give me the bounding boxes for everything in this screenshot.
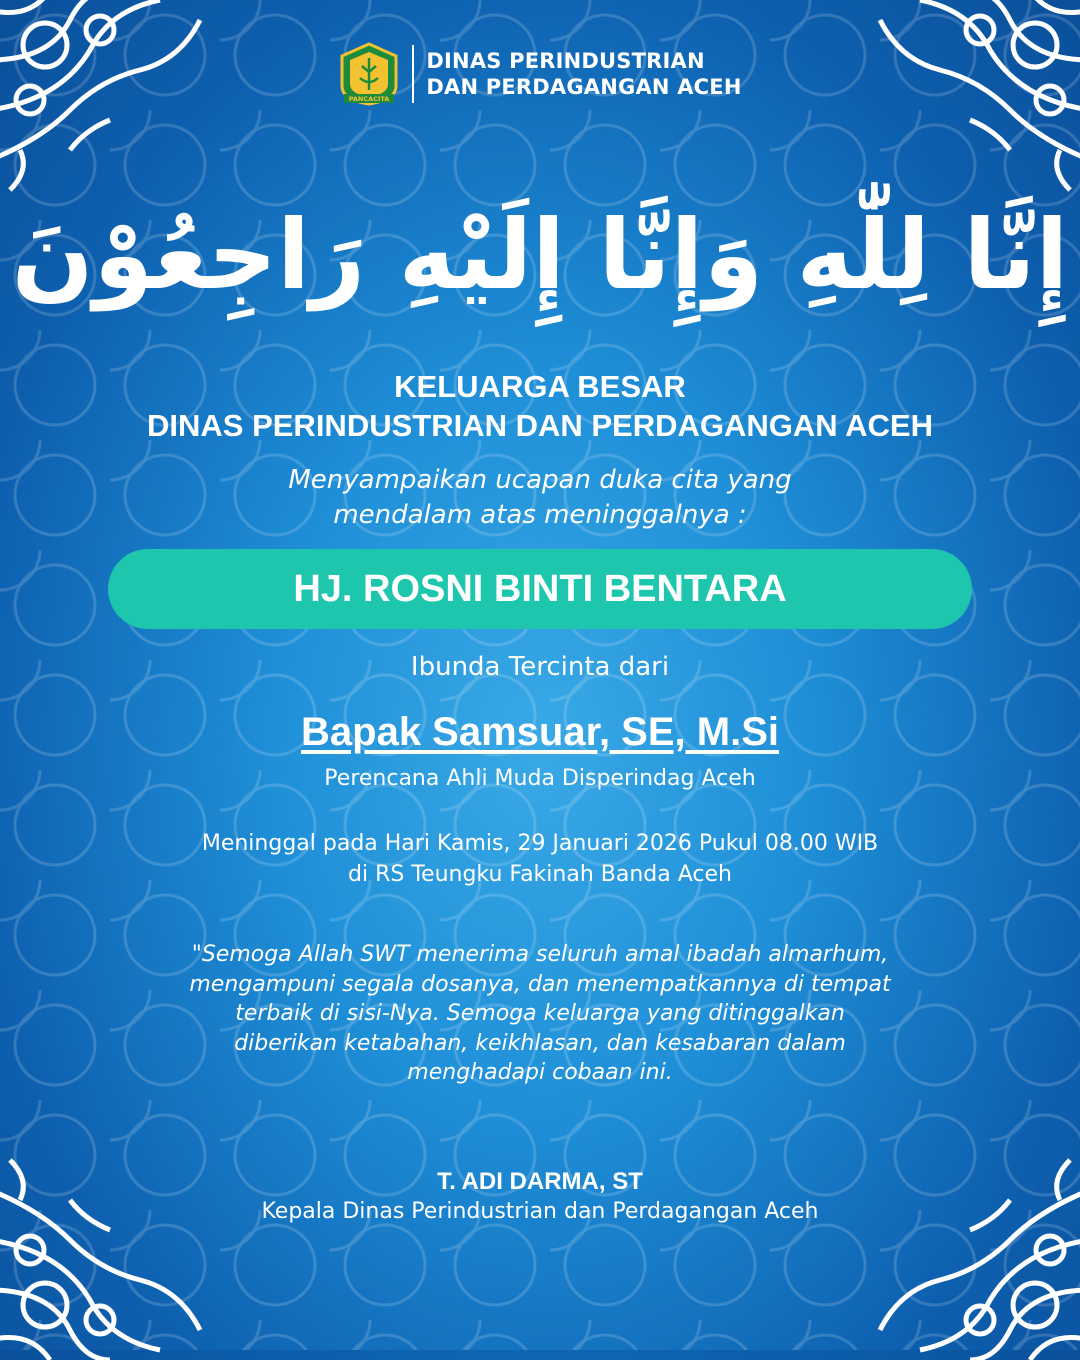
signer-title: Kepala Dinas Perindustrian dan Perdagangan Aceh bbox=[261, 1199, 819, 1224]
relation-text: Ibunda Tercinta dari bbox=[410, 652, 670, 682]
arabic-calligraphy: إِنَّا لِلّٰهِ وَإِنَّا إِلَيْهِ رَاجِعُوْنَ bbox=[11, 199, 1069, 311]
corner-ornament-bottom-right bbox=[860, 1130, 1080, 1360]
org-name bbox=[426, 48, 741, 100]
son-name: Bapak Samsuar, SE, M.Si bbox=[301, 710, 779, 754]
condolence-line1: Menyampaikan ucapan duka cita yang bbox=[288, 465, 792, 495]
condolence-message bbox=[0, 463, 1080, 533]
prayer-text bbox=[140, 940, 940, 1088]
family-heading bbox=[0, 367, 1080, 445]
prayer-line2: mengampuni segala dosanya, dan menempatkannya di tempat bbox=[189, 971, 891, 997]
signer-name: T. ADI DARMA, ST bbox=[437, 1168, 643, 1195]
header-divider bbox=[412, 45, 414, 103]
corner-ornament-bottom-left bbox=[0, 1130, 220, 1360]
family-line2: DINAS PERINDUSTRIAN DAN PERDAGANGAN ACEH bbox=[147, 408, 933, 443]
death-info-line2: di RS Teungku Fakinah Banda Aceh bbox=[348, 862, 732, 887]
death-info-line1: Meninggal pada Hari Kamis, 29 Januari 2026 Pukul 08.00 WIB bbox=[201, 831, 879, 856]
header bbox=[0, 42, 1080, 106]
condolence-line2: mendalam atas meninggalnya : bbox=[333, 500, 747, 530]
org-name-line2: DAN PERDAGANGAN ACEH bbox=[426, 75, 742, 99]
prayer-line5: menghadapi cobaan ini. bbox=[407, 1060, 673, 1085]
prayer-line3: terbaik di sisi-Nya. Semoga keluarga yang ditinggalkan bbox=[235, 1001, 845, 1026]
org-name-line1: DINAS PERINDUSTRIAN bbox=[426, 49, 705, 73]
death-info bbox=[0, 828, 1080, 890]
prayer-line4: diberikan ketabahan, keikhlasan, dan kesabaran dalam bbox=[234, 1030, 846, 1056]
deceased-name: HJ. ROSNI BINTI BENTARA bbox=[293, 567, 787, 610]
family-line1: KELUARGA BESAR bbox=[394, 369, 686, 404]
prayer-line1: "Semoga Allah SWT menerima seluruh amal ibadah almarhum, bbox=[191, 942, 889, 967]
son-title: Perencana Ahli Muda Disperindag Aceh bbox=[324, 766, 756, 791]
deceased-name-banner bbox=[108, 549, 972, 629]
pancacita-logo bbox=[338, 42, 400, 106]
logo-label: PANCACITA bbox=[349, 95, 390, 103]
